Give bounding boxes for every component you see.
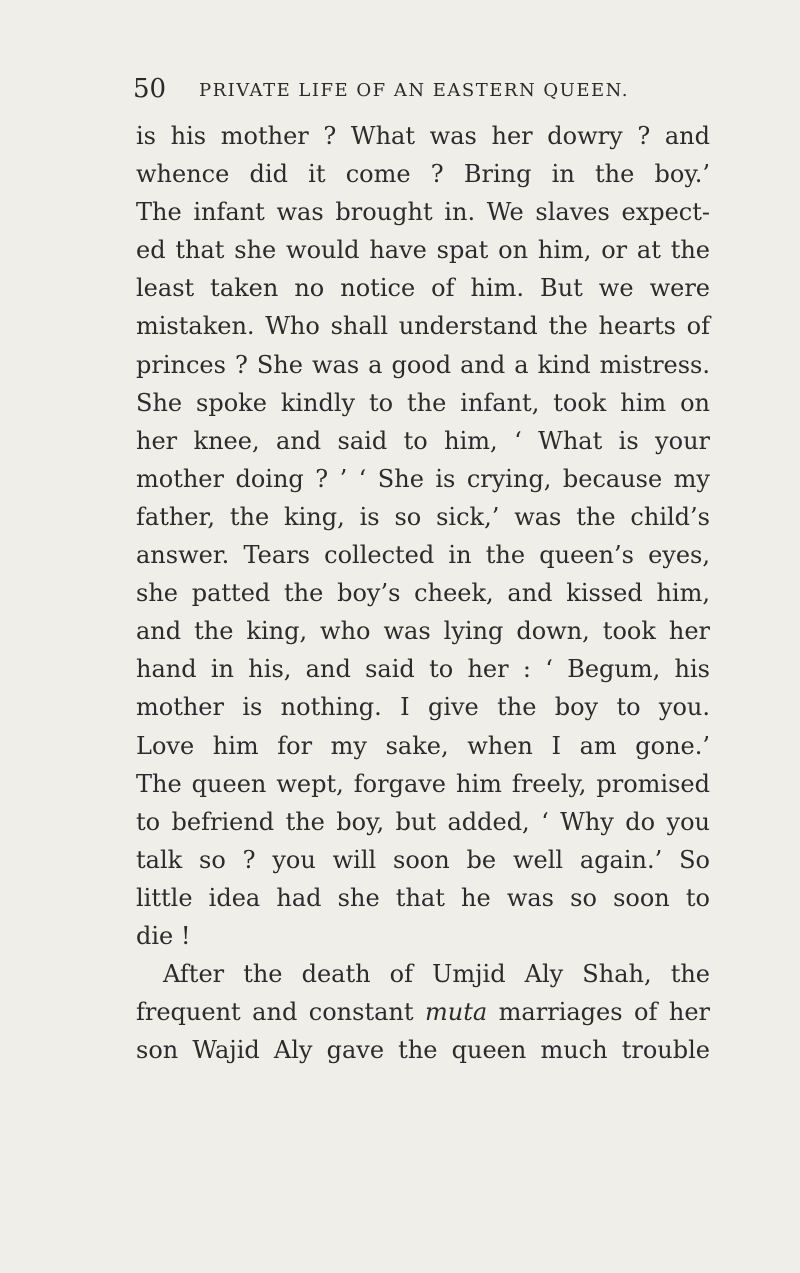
text-line: She spoke kindly to the infant, took him on bbox=[136, 388, 710, 417]
text-line: ed that she would have spat on him, or at the bbox=[136, 236, 710, 265]
body-text bbox=[136, 117, 710, 1069]
text-line: and the king, who was lying down, took her bbox=[136, 617, 710, 646]
text-fragment: frequent and constant bbox=[136, 998, 426, 1027]
text-line: whence did it come ? Bring in the boy.’ bbox=[136, 160, 710, 189]
text-line: princes ? She was a good and a kind mistress. bbox=[136, 350, 710, 379]
text-line: father, the king, is so sick,’ was the child’s bbox=[136, 502, 710, 531]
text-line: The infant was brought in. We slaves expect- bbox=[136, 198, 710, 227]
text-line: answer. Tears collected in the queen’s eyes, bbox=[136, 541, 710, 570]
text-line: talk so ? you will soon be well again.’ So bbox=[136, 845, 710, 874]
text-line bbox=[136, 993, 710, 1031]
running-header bbox=[133, 72, 693, 112]
italic-term: muta bbox=[425, 998, 488, 1027]
text-line: to befriend the boy, but added, ‘ Why do you bbox=[136, 807, 710, 836]
text-line: son Wajid Aly gave the queen much trouble bbox=[136, 1036, 710, 1065]
page-number: 50 bbox=[133, 74, 167, 104]
text-line: The queen wept, forgave him freely, promised bbox=[136, 769, 710, 798]
paragraph-first-line: After the death of Umjid Aly Shah, the bbox=[163, 960, 710, 989]
text-line: hand in his, and said to her : ‘ Begum, his bbox=[136, 655, 710, 684]
text-line: least taken no notice of him. But we were bbox=[136, 274, 710, 303]
text-line: mother is nothing. I give the boy to you. bbox=[136, 693, 710, 722]
text-line: is his mother ? What was her dowry ? and bbox=[136, 122, 710, 150]
text-line: die ! bbox=[136, 921, 191, 950]
text-line: her knee, and said to him, ‘ What is your bbox=[136, 426, 710, 455]
text-line: little idea had she that he was so soon to bbox=[136, 883, 710, 912]
text-line: she patted the boy’s cheek, and kissed him, bbox=[136, 579, 710, 608]
text-fragment: marriages of her bbox=[487, 998, 711, 1027]
text-line: Love him for my sake, when I am gone.’ bbox=[136, 731, 710, 760]
text-line: mother doing ? ’ ‘ She is crying, because my bbox=[136, 464, 710, 493]
running-title: PRIVATE LIFE OF AN EASTERN QUEEN. bbox=[199, 80, 629, 101]
text-line: mistaken. Who shall understand the hearts of bbox=[136, 312, 710, 341]
